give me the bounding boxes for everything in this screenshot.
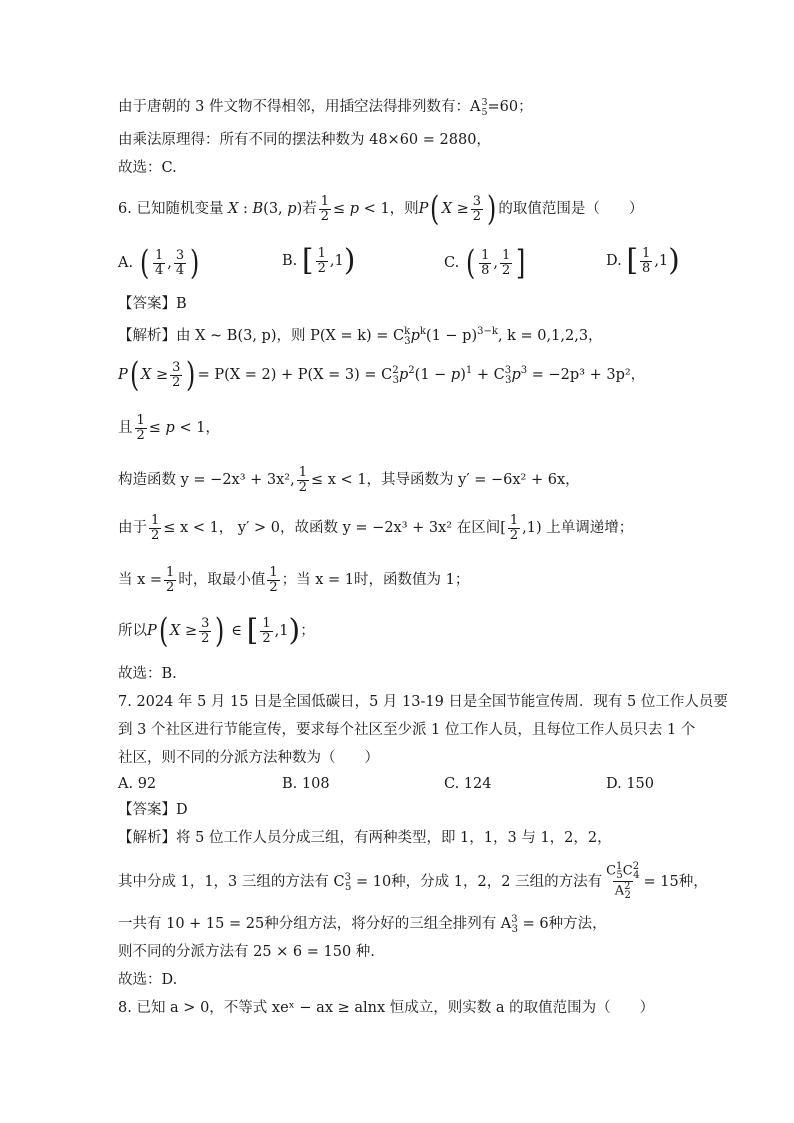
q6-analysis-line-6: 当 x = $\frac{1}{2}$ 时，取最小值 $\frac{1}{2}$ ；当 x = 1时，函数值为 1； (118, 565, 470, 595)
q6-analysis-line-3: 且 $\frac{1}{2}$ ≤ p < 1， (118, 413, 220, 443)
q6-analysis-line-4: 构造函数 y = −2x³ + 3x², $\frac{1}{2}$ ≤ x < 1，其导函数为 y′ = −6x² + 6x， (118, 465, 580, 495)
q7-answer: 【答案】D (118, 802, 188, 818)
q7-analysis-line-1: 【解析】将 5 位工作人员分成三组，有两种类型，即 1，1，3 与 1，2，2， (118, 830, 612, 846)
q6-answer: 【答案】B (118, 296, 187, 312)
q7-stem-line-1: 7. 2024 年 5 月 15 日是全国低碳日，5 月 13-19 日是全国节能宣传周．现有 5 位工作人员要 (118, 694, 728, 710)
q6-option-b: B. [ $\frac{1}{2}$ ,1) (282, 243, 356, 278)
q7-analysis-line-4: 则不同的分派方法有 25 × 6 = 150 种. (118, 944, 375, 960)
q7-option-c: C. 124 (444, 776, 492, 792)
q6-analysis-line-2: P( X ≥ $\frac{3}{2}$ ) = $P(X = 2) + P(X = 3) = C^2_3p^2(1 - p)^1 + C^3_3p^3 = -2p^3 + 3p^2$， (118, 355, 646, 395)
q7-analysis-line-2: 其中分成 1，1，3 三组的方法有 $C^3_5 = 10$种，分成 1，2，2 三组的方法有 $\frac{C^1_5C^2_4}{A^2_2}$ = 15种， (118, 861, 708, 902)
q6-analysis-line-7: 所以P( X ≥ $\frac{3}{2}$ ) ∈ [ $\frac{1}{2}$ ,1)； (118, 611, 315, 651)
q7-choice: 故选：D. (118, 972, 178, 988)
q7-option-b: B. 108 (282, 776, 330, 792)
q7-stem-line-2: 到 3 个社区进行节能宣传，要求每个社区至少派 1 位工作人员，且每位工作人员只去 1 个 (118, 722, 696, 738)
arrangement-symbol: A 3 5 (469, 97, 488, 118)
q7-stem-line-3: 社区，则不同的分派方法种数为（ ） (118, 750, 379, 766)
q8-stem: 8. 已知 a > 0，不等式 xeˣ − ax ≥ alnx 恒成立，则实数 a 的取值范围为（ ） (118, 1000, 655, 1016)
q6-analysis-line-5: 由于 $\frac{1}{2}$ ≤ x < 1， y′ > 0，故函数 y = −2x³ + 3x² 在区间[ $\frac{1}{2}$ ,1) 上单调递增； (118, 513, 634, 543)
q6-option-c: C. ( $\frac{1}{8}$ , $\frac{1}{2}$ ] (444, 243, 526, 283)
q6-choice: 故选：B. (118, 666, 177, 682)
q6-option-d: D. [ $\frac{1}{8}$ ,1) (606, 243, 680, 278)
q7-option-d: D. 150 (606, 776, 655, 792)
prev-solution-choice: 故选：C. (118, 160, 177, 176)
q7-analysis-line-3: 一共有 10 + 15 = 25种分组方法，将分好的三组全排列有 $A^3_3 = 6$种方法， (118, 914, 607, 935)
q7-option-a: A. 92 (118, 776, 157, 792)
prev-solution-line-2: 由乘法原理得：所有不同的摆法种数为 48×60 = 2880， (118, 132, 491, 148)
q6-analysis-line-1: 【解析】由 X ~ B(3, p)，则 $P(X = k) = C^k_3p^k(1 - p)^{3-k}$, k = 0,1,2,3， (118, 326, 603, 347)
prev-solution-line-1: 由于唐朝的 3 件文物不得相邻，用插空法得排列数有：A 3 5 =60； (118, 97, 533, 118)
q6-option-a: A. ( $\frac{1}{4}$ , $\frac{3}{4}$ ) (118, 243, 200, 283)
q6-stem: 6. 已知随机变量 X : B(3, p)若 $\frac{1}{2}$ ≤ p < 1，则P( X ≥ $\frac{3}{2}$ ) 的取值范围是（ ） (118, 189, 644, 229)
